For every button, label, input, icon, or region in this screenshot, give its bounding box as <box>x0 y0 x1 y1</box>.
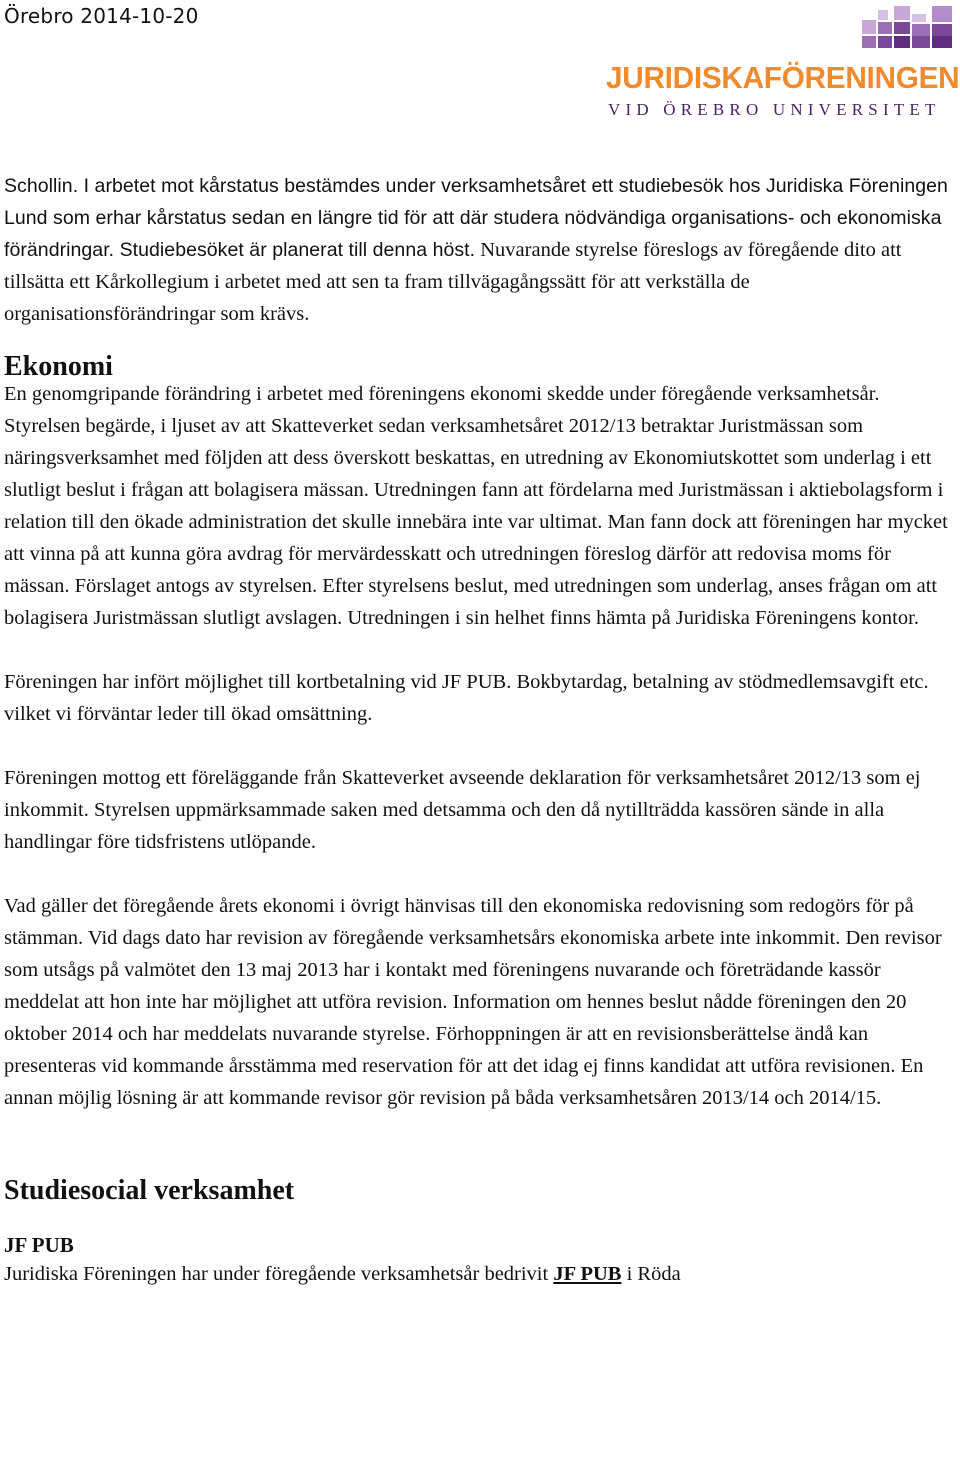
subheading-jf-pub: JF PUB <box>4 1233 74 1257</box>
intro-sans-text: Schollin. I arbetet mot kårstatus bestämdes under verksamhetsåret ett studiebesök hos Juridiska Föreningen Lund som erhar kårstatus sedan en längre tid för att där studera nödvändiga organisations- och ekonomiska förändringar. Studiebesöket är planerat till denna höst. <box>4 175 948 261</box>
juridiska-foreningen-logo <box>600 0 960 130</box>
intro-paragraph <box>4 170 954 330</box>
ekonomi-paragraph-1: En genomgripande förändring i arbetet med föreningens ekonomi skedde under föregående verksamhetsår. Styrelsen begärde, i ljuset av att Skatteverket sedan verksamhetsåret 2012/13 betraktar Juristmässan som näringsverksamhet med följden att dess överskott beskattas, en utredning av Ekonomiutskottet som underlag i ett slutligt beslut i frågan att bolagisera mässan. Utredningen fann att fördelarna med Juristmässan i aktiebolagsform i relation till den ökade administration det skulle innebära inte var ultimat. Man fann dock att föreningen har mycket att vinna på att kunna göra avdrag för mervärdesskatt och utredningen föreslog därför att redovisa moms för mässan. Förslaget antogs av styrelsen. Efter styrelsens beslut, med utredningen som underlag, anses frågan om att bolagisera Juristmässan slutligt avslagen. Utredningen i sin helhet finns hämta på Juridiska Föreningens kontor. <box>4 383 948 629</box>
jf-pub-link[interactable]: JF PUB <box>553 1263 622 1285</box>
document-body <box>4 170 954 1290</box>
intro-serif-text: Nuvarande styrelse föreslogs av föregående dito att tillsätta ett Kårkollegium i arbetet med att sen ta fram tillvägagångssätt för att verkställa de organisationsförändringar som krävs. <box>4 239 902 325</box>
ekonomi-paragraph-4: Vad gäller det föregående årets ekonomi i övrigt hänvisas till den ekonomiska redovisning som redogörs för på stämman. Vid dags dato har revision av föregående verksamhetsårs ekonomiska arbete inte inkommit. Den revisor som utsågs på valmötet den 13 maj 2013 har i kontakt med föreningens nuvarande och företrädande kassör meddelat att hon inte har möjlighet att utföra revision. Information om hennes beslut nådde föreningen den 20 oktober 2014 och har meddelats nuvarande styrelse. Förhoppningen är att en revisionsberättelse ändå kan presenteras vid kommande årsstämma med reservation för att det idag ej finns kandidat att utföra revisionen. En annan möjlig lösning är att kommande revisor gör revision på båda verksamhetsåren 2013/14 och 2014/15. <box>4 895 942 1109</box>
section-heading-ekonomi: Ekonomi <box>4 351 113 382</box>
studiesocial-text-end: i Röda <box>621 1263 681 1285</box>
logo-name: JURIDISKAFÖRENINGEN <box>606 60 960 95</box>
ekonomi-paragraph-2: Föreningen har infört möjlighet till kortbetalning vid JF PUB. Bokbytardag, betalning av stödmedlemsavgift etc. vilket vi förväntar leder till ökad omsättning. <box>4 671 929 725</box>
studiesocial-text-start: Juridiska Föreningen har under föregående verksamhetsår bedrivit <box>4 1263 554 1285</box>
ekonomi-paragraph-3: Föreningen mottog ett föreläggande från Skatteverket avseende deklaration för verksamhetsåret 2012/13 som ej inkommit. Styrelsen uppmärksammade saken med detsamma och den då nytillträdda kassören sände in alla handlingar före tidsfristens utlöpande. <box>4 767 921 853</box>
logo-subtitle: VID ÖREBRO UNIVERSITET <box>608 100 941 119</box>
section-heading-studiesocial: Studiesocial verksamhet <box>4 1175 295 1206</box>
document-date: Örebro 2014-10-20 <box>4 4 199 28</box>
studiesocial-paragraph-1 <box>4 1258 954 1290</box>
logo-blocks-icon <box>862 6 954 48</box>
